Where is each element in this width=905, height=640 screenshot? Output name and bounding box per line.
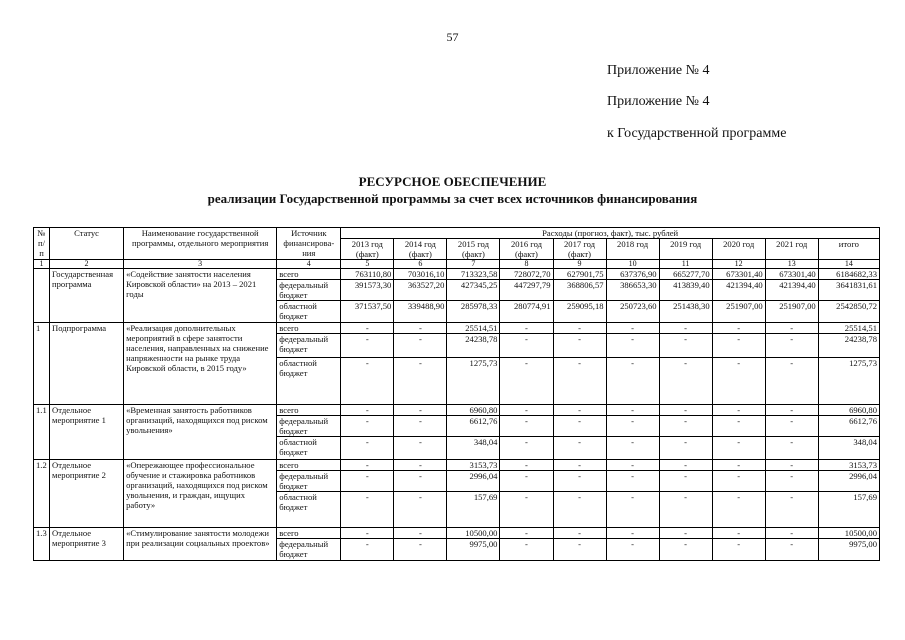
cell-value: 2542850,72 bbox=[818, 301, 879, 323]
cell-value: - bbox=[553, 405, 606, 416]
cell-value: 339488,90 bbox=[394, 301, 447, 323]
cell-value: - bbox=[659, 358, 712, 405]
cell-value: - bbox=[553, 460, 606, 471]
cell-name: «Реализация дополнительных мероприятий в сфере занятости населения, направленных на снижение напряженности на рынке труда Кировской области, в 2015 году» bbox=[124, 323, 277, 405]
cell-value: 250723,60 bbox=[606, 301, 659, 323]
column-number-11: 12 bbox=[712, 260, 765, 269]
cell-value: 259095,18 bbox=[553, 301, 606, 323]
column-number-0: 1 bbox=[34, 260, 50, 269]
cell-value: 2996,04 bbox=[818, 471, 879, 492]
cell-value: 427345,25 bbox=[447, 280, 500, 301]
cell-num: 1.2 bbox=[34, 460, 50, 528]
cell-source: всего bbox=[277, 323, 341, 334]
cell-value: - bbox=[765, 416, 818, 437]
cell-value: 673301,40 bbox=[765, 269, 818, 280]
cell-value: - bbox=[394, 460, 447, 471]
cell-name: «Временная занятость работников организаций, находящихся под риском увольнения» bbox=[124, 405, 277, 460]
cell-value: - bbox=[659, 471, 712, 492]
cell-value: - bbox=[394, 405, 447, 416]
cell-value: - bbox=[553, 471, 606, 492]
cell-value: 6960,80 bbox=[818, 405, 879, 416]
cell-value: - bbox=[500, 323, 553, 334]
page-number: 57 bbox=[446, 30, 459, 44]
header-year-3: 2016 год (факт) bbox=[500, 239, 553, 260]
cell-value: - bbox=[341, 416, 394, 437]
cell-value: 703016,10 bbox=[394, 269, 447, 280]
cell-value: - bbox=[606, 437, 659, 460]
cell-num bbox=[34, 269, 50, 323]
cell-value: 447297,79 bbox=[500, 280, 553, 301]
cell-value: - bbox=[712, 405, 765, 416]
cell-value: - bbox=[765, 334, 818, 358]
header-year-1: 2014 год (факт) bbox=[394, 239, 447, 260]
cell-source: областной бюджет bbox=[277, 358, 341, 405]
cell-value: 10500,00 bbox=[447, 528, 500, 539]
document-title: РЕСУРСНОЕ ОБЕСПЕЧЕНИЕ bbox=[358, 174, 547, 189]
cell-value: 363527,20 bbox=[394, 280, 447, 301]
cell-num: 1 bbox=[34, 323, 50, 405]
appendix-line-2: Приложение № 4 bbox=[607, 94, 710, 109]
cell-value: - bbox=[659, 492, 712, 528]
cell-value: - bbox=[659, 437, 712, 460]
cell-value: - bbox=[394, 437, 447, 460]
cell-status: Государственная программа bbox=[50, 269, 124, 323]
column-number-1: 2 bbox=[50, 260, 124, 269]
cell-value: 25514,51 bbox=[447, 323, 500, 334]
cell-value: - bbox=[553, 416, 606, 437]
cell-value: - bbox=[500, 416, 553, 437]
header-year-8: 2021 год bbox=[765, 239, 818, 260]
cell-value: - bbox=[500, 539, 553, 561]
cell-value: 1275,73 bbox=[447, 358, 500, 405]
column-number-3: 4 bbox=[277, 260, 341, 269]
cell-value: - bbox=[341, 460, 394, 471]
cell-value: - bbox=[394, 416, 447, 437]
cell-value: - bbox=[341, 471, 394, 492]
cell-value: - bbox=[553, 528, 606, 539]
column-number-6: 7 bbox=[447, 260, 500, 269]
table-body bbox=[34, 269, 880, 561]
cell-value: 6960,80 bbox=[447, 405, 500, 416]
document-subtitle: реализации Государственной программы за счет всех источников финансирования bbox=[207, 191, 698, 206]
cell-value: 3641831,61 bbox=[818, 280, 879, 301]
cell-value: - bbox=[712, 460, 765, 471]
cell-value: 9975,00 bbox=[818, 539, 879, 561]
cell-value: 665277,70 bbox=[659, 269, 712, 280]
cell-value: - bbox=[712, 358, 765, 405]
cell-value: - bbox=[765, 358, 818, 405]
header-year-0: 2013 год (факт) bbox=[341, 239, 394, 260]
cell-value: - bbox=[341, 334, 394, 358]
cell-value: - bbox=[765, 437, 818, 460]
appendix-line-3: к Государственной программе bbox=[607, 126, 787, 141]
cell-value: - bbox=[606, 528, 659, 539]
cell-value: 713323,58 bbox=[447, 269, 500, 280]
cell-value: - bbox=[500, 334, 553, 358]
cell-value: 763110,80 bbox=[341, 269, 394, 280]
cell-value: - bbox=[765, 492, 818, 528]
cell-value: 386653,30 bbox=[606, 280, 659, 301]
header-year-7: 2020 год bbox=[712, 239, 765, 260]
cell-value: 391573,30 bbox=[341, 280, 394, 301]
cell-value: 10500,00 bbox=[818, 528, 879, 539]
cell-value: - bbox=[712, 323, 765, 334]
header-year-5: 2018 год bbox=[606, 239, 659, 260]
cell-value: - bbox=[553, 437, 606, 460]
cell-value: 368806,57 bbox=[553, 280, 606, 301]
cell-value: - bbox=[712, 334, 765, 358]
column-number-12: 13 bbox=[765, 260, 818, 269]
cell-value: - bbox=[500, 460, 553, 471]
cell-source: федеральный бюджет bbox=[277, 416, 341, 437]
cell-value: - bbox=[500, 528, 553, 539]
cell-source: всего bbox=[277, 269, 341, 280]
cell-value: - bbox=[553, 334, 606, 358]
cell-value: - bbox=[765, 539, 818, 561]
cell-value: 25514,51 bbox=[818, 323, 879, 334]
cell-value: 413839,40 bbox=[659, 280, 712, 301]
table-row bbox=[34, 405, 880, 416]
cell-value: 6184682,33 bbox=[818, 269, 879, 280]
cell-name: «Содействие занятости населения Кировской области» на 2013 – 2021 годы bbox=[124, 269, 277, 323]
table-row bbox=[34, 269, 880, 280]
header-year-6: 2019 год bbox=[659, 239, 712, 260]
cell-value: - bbox=[394, 334, 447, 358]
cell-value: - bbox=[659, 323, 712, 334]
cell-value: - bbox=[553, 539, 606, 561]
cell-source: всего bbox=[277, 528, 341, 539]
cell-value: - bbox=[659, 460, 712, 471]
cell-value: - bbox=[553, 492, 606, 528]
cell-value: - bbox=[712, 539, 765, 561]
cell-value: - bbox=[606, 460, 659, 471]
cell-value: 285978,33 bbox=[447, 301, 500, 323]
header-expenses: Расходы (прогноз, факт), тыс. рублей bbox=[341, 228, 880, 239]
cell-status: Отдельное мероприятие 1 bbox=[50, 405, 124, 460]
cell-value: - bbox=[394, 358, 447, 405]
cell-value: 3153,73 bbox=[818, 460, 879, 471]
cell-value: - bbox=[606, 405, 659, 416]
column-number-2: 3 bbox=[124, 260, 277, 269]
cell-value: - bbox=[606, 471, 659, 492]
cell-value: - bbox=[341, 323, 394, 334]
cell-source: всего bbox=[277, 460, 341, 471]
cell-value: - bbox=[553, 358, 606, 405]
cell-source: областной бюджет bbox=[277, 437, 341, 460]
cell-value: 24238,78 bbox=[818, 334, 879, 358]
cell-source: федеральный бюджет bbox=[277, 280, 341, 301]
cell-status: Подпрограмма bbox=[50, 323, 124, 405]
cell-value: - bbox=[341, 405, 394, 416]
cell-value: 371537,50 bbox=[341, 301, 394, 323]
cell-status: Отдельное мероприятие 3 bbox=[50, 528, 124, 561]
cell-name: «Опережающее профессиональное обучение и стажировка работников организаций, находящихся под риском увольнения, и граждан, ищущих работу» bbox=[124, 460, 277, 528]
cell-value: - bbox=[606, 334, 659, 358]
cell-value: - bbox=[500, 471, 553, 492]
appendix-line-1: Приложение № 4 bbox=[607, 63, 710, 78]
header-column-numbers-row bbox=[34, 260, 880, 269]
cell-value: - bbox=[765, 460, 818, 471]
column-number-13: 14 bbox=[818, 260, 879, 269]
cell-value: 421394,40 bbox=[712, 280, 765, 301]
cell-value: - bbox=[341, 539, 394, 561]
cell-value: - bbox=[659, 539, 712, 561]
header-year-9: итого bbox=[818, 239, 879, 260]
column-number-10: 11 bbox=[659, 260, 712, 269]
cell-value: - bbox=[341, 358, 394, 405]
cell-value: 2996,04 bbox=[447, 471, 500, 492]
cell-value: 673301,40 bbox=[712, 269, 765, 280]
cell-value: - bbox=[712, 416, 765, 437]
table-row bbox=[34, 528, 880, 539]
cell-value: - bbox=[659, 405, 712, 416]
table-row bbox=[34, 323, 880, 334]
cell-value: - bbox=[606, 323, 659, 334]
header-num: № п/п bbox=[34, 228, 50, 260]
cell-value: 24238,78 bbox=[447, 334, 500, 358]
cell-value: - bbox=[553, 323, 606, 334]
cell-value: - bbox=[500, 437, 553, 460]
header-status: Статус bbox=[50, 228, 124, 260]
cell-value: - bbox=[765, 323, 818, 334]
cell-value: - bbox=[394, 471, 447, 492]
cell-value: - bbox=[500, 492, 553, 528]
cell-value: 728072,70 bbox=[500, 269, 553, 280]
cell-value: 3153,73 bbox=[447, 460, 500, 471]
cell-value: - bbox=[500, 358, 553, 405]
cell-value: - bbox=[606, 539, 659, 561]
cell-value: 6612,76 bbox=[447, 416, 500, 437]
cell-value: 637376,90 bbox=[606, 269, 659, 280]
cell-status: Отдельное мероприятие 2 bbox=[50, 460, 124, 528]
cell-source: областной бюджет bbox=[277, 301, 341, 323]
cell-value: - bbox=[765, 405, 818, 416]
cell-value: - bbox=[659, 416, 712, 437]
cell-source: всего bbox=[277, 405, 341, 416]
column-number-4: 5 bbox=[341, 260, 394, 269]
column-number-9: 10 bbox=[606, 260, 659, 269]
cell-value: - bbox=[765, 471, 818, 492]
cell-value: - bbox=[606, 358, 659, 405]
cell-value: 627901,75 bbox=[553, 269, 606, 280]
header-name: Наименование государственной программы, отдельного мероприятия bbox=[124, 228, 277, 260]
cell-value: 251907,00 bbox=[765, 301, 818, 323]
cell-value: 251438,30 bbox=[659, 301, 712, 323]
cell-value: - bbox=[712, 471, 765, 492]
header-source: Источник финансирова-ния bbox=[277, 228, 341, 260]
cell-name: «Стимулирование занятости молодежи при реализации социальных проектов» bbox=[124, 528, 277, 561]
cell-value: - bbox=[712, 528, 765, 539]
cell-value: - bbox=[606, 492, 659, 528]
cell-source: федеральный бюджет bbox=[277, 471, 341, 492]
header-year-2: 2015 год (факт) bbox=[447, 239, 500, 260]
cell-value: 157,69 bbox=[447, 492, 500, 528]
cell-num: 1.1 bbox=[34, 405, 50, 460]
cell-value: 1275,73 bbox=[818, 358, 879, 405]
cell-value: - bbox=[341, 528, 394, 539]
column-number-8: 9 bbox=[553, 260, 606, 269]
cell-value: 6612,76 bbox=[818, 416, 879, 437]
cell-value: - bbox=[606, 416, 659, 437]
cell-value: - bbox=[394, 323, 447, 334]
cell-value: - bbox=[712, 492, 765, 528]
cell-value: - bbox=[659, 334, 712, 358]
column-number-7: 8 bbox=[500, 260, 553, 269]
cell-source: федеральный бюджет bbox=[277, 334, 341, 358]
cell-num: 1.3 bbox=[34, 528, 50, 561]
cell-value: 348,04 bbox=[447, 437, 500, 460]
cell-source: федеральный бюджет bbox=[277, 539, 341, 561]
cell-value: 251907,00 bbox=[712, 301, 765, 323]
cell-value: 280774,91 bbox=[500, 301, 553, 323]
cell-value: - bbox=[394, 492, 447, 528]
table-row bbox=[34, 460, 880, 471]
cell-value: - bbox=[712, 437, 765, 460]
cell-value: 348,04 bbox=[818, 437, 879, 460]
cell-source: областной бюджет bbox=[277, 492, 341, 528]
column-number-5: 6 bbox=[394, 260, 447, 269]
cell-value: - bbox=[394, 528, 447, 539]
resource-table bbox=[33, 227, 880, 561]
cell-value: - bbox=[765, 528, 818, 539]
cell-value: - bbox=[500, 405, 553, 416]
cell-value: - bbox=[394, 539, 447, 561]
cell-value: 421394,40 bbox=[765, 280, 818, 301]
header-year-4: 2017 год (факт) bbox=[553, 239, 606, 260]
cell-value: - bbox=[341, 437, 394, 460]
cell-value: 157,69 bbox=[818, 492, 879, 528]
cell-value: - bbox=[659, 528, 712, 539]
cell-value: 9975,00 bbox=[447, 539, 500, 561]
cell-value: - bbox=[341, 492, 394, 528]
